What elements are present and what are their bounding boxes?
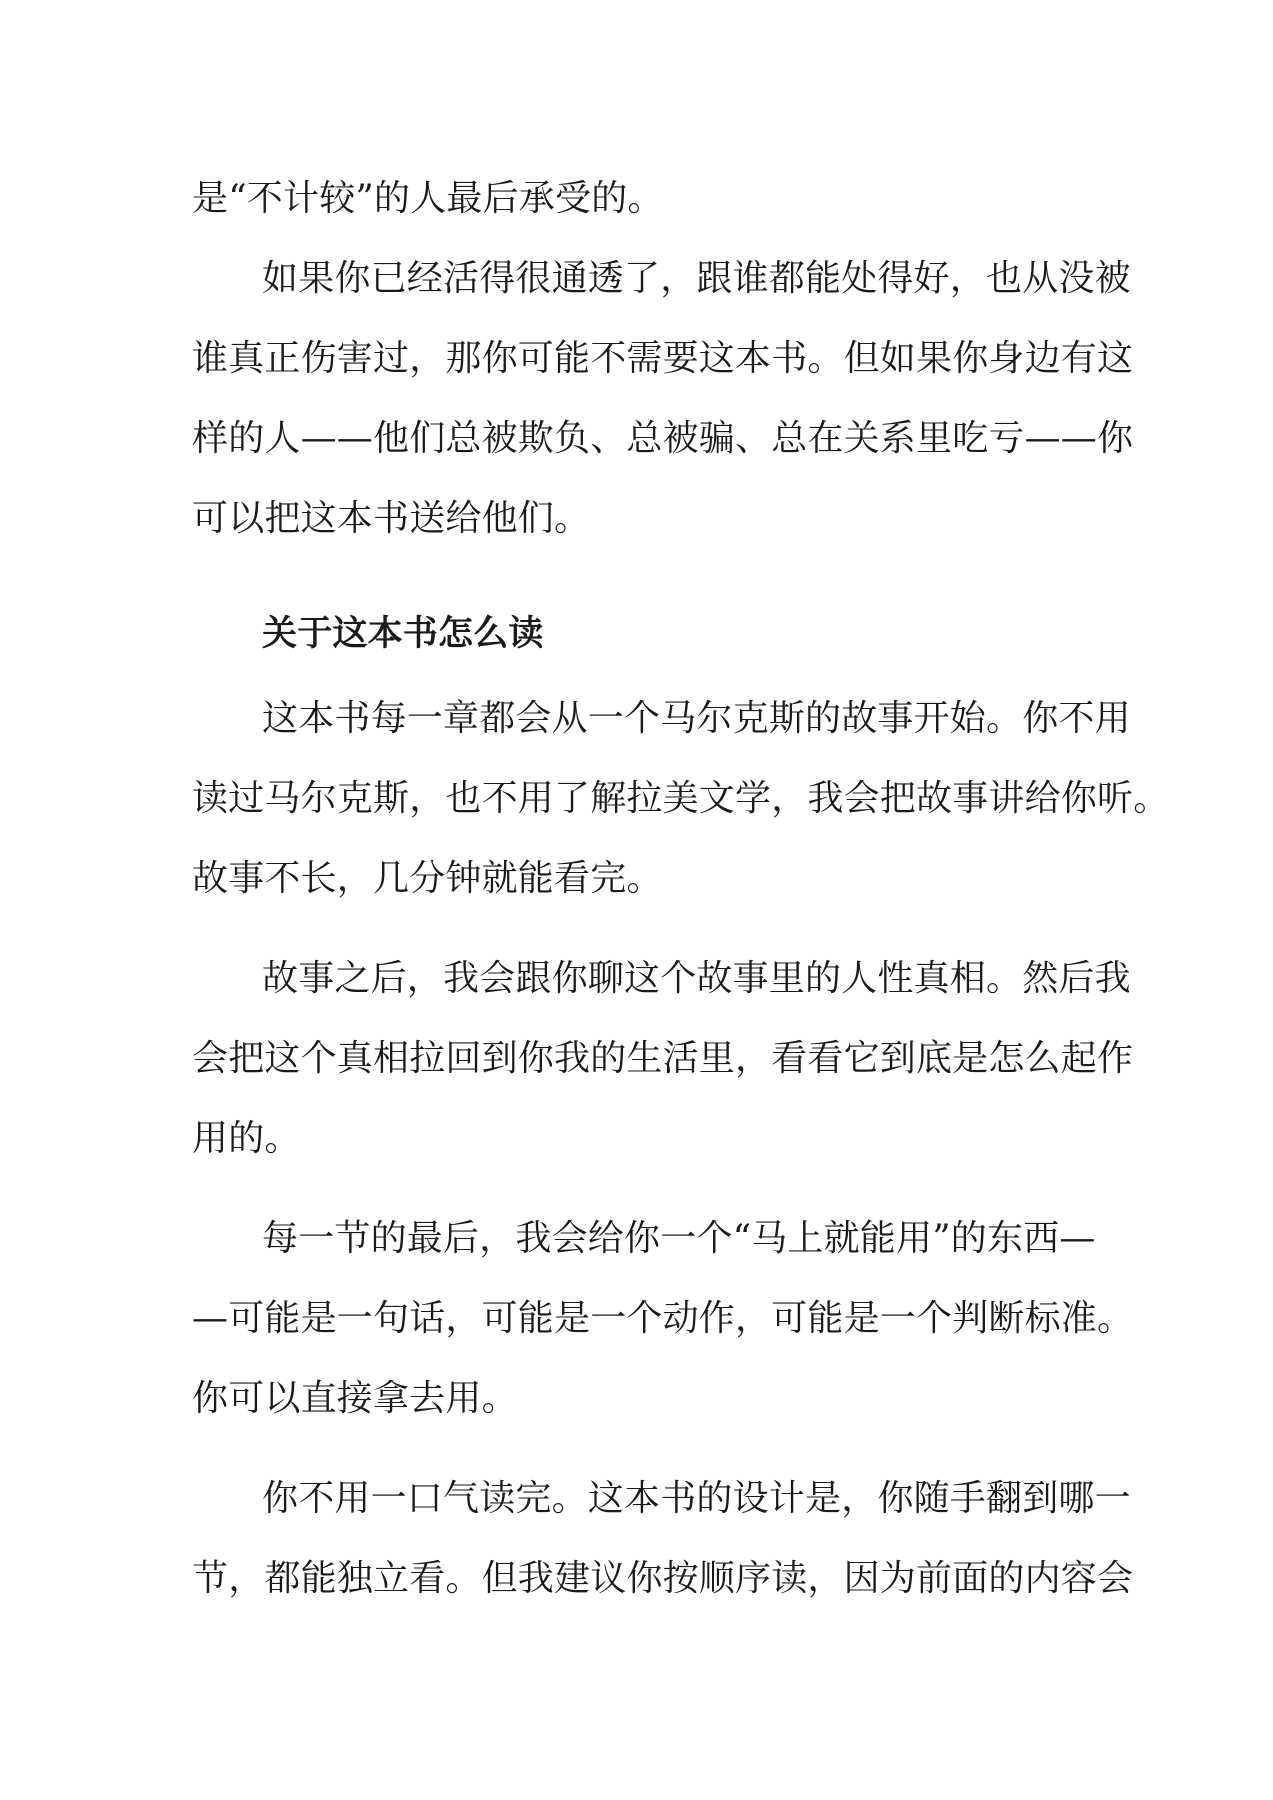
paragraph-line: 会把这个真相拉回到你我的生活里，看看它到底是怎么起作 — [192, 1038, 1134, 1079]
paragraph-line: 是“不计较”的人最后承受的。 — [192, 178, 664, 219]
paragraph-line: —可能是一句话，可能是一个动作，可能是一个判断标准。 — [192, 1298, 1134, 1339]
paragraph-line: 谁真正伤害过，那你可能不需要这本书。但如果你身边有这 — [192, 338, 1134, 379]
paragraph-line: 故事之后，我会跟你聊这个故事里的人性真相。然后我 — [262, 958, 1131, 999]
paragraph-line: 如果你已经活得很通透了，跟谁都能处得好，也从没被 — [262, 258, 1131, 299]
paragraph-line: 你可以直接拿去用。 — [192, 1378, 518, 1419]
paragraph-line: 样的人——他们总被欺负、总被骗、总在关系里吃亏——你 — [192, 418, 1134, 459]
paragraph-line: 可以把这本书送给他们。 — [192, 498, 591, 539]
paragraph-line: 每一节的最后，我会给你一个“马上就能用”的东西— — [262, 1218, 1096, 1259]
paragraph-line: 故事不长，几分钟就能看完。 — [192, 858, 663, 899]
paragraph-line: 这本书每一章都会从一个马尔克斯的故事开始。你不用 — [262, 698, 1131, 739]
paragraph-line: 你不用一口气读完。这本书的设计是，你随手翻到哪一 — [262, 1478, 1131, 1519]
paragraph-line: 读过马尔克斯，也不用了解拉美文学，我会把故事讲给你听。 — [192, 778, 1170, 819]
paragraph-line: 节，都能独立看。但我建议你按顺序读，因为前面的内容会 — [192, 1558, 1134, 1599]
paragraph-line: 用的。 — [192, 1118, 301, 1159]
section-heading: 关于这本书怎么读 — [262, 614, 544, 654]
